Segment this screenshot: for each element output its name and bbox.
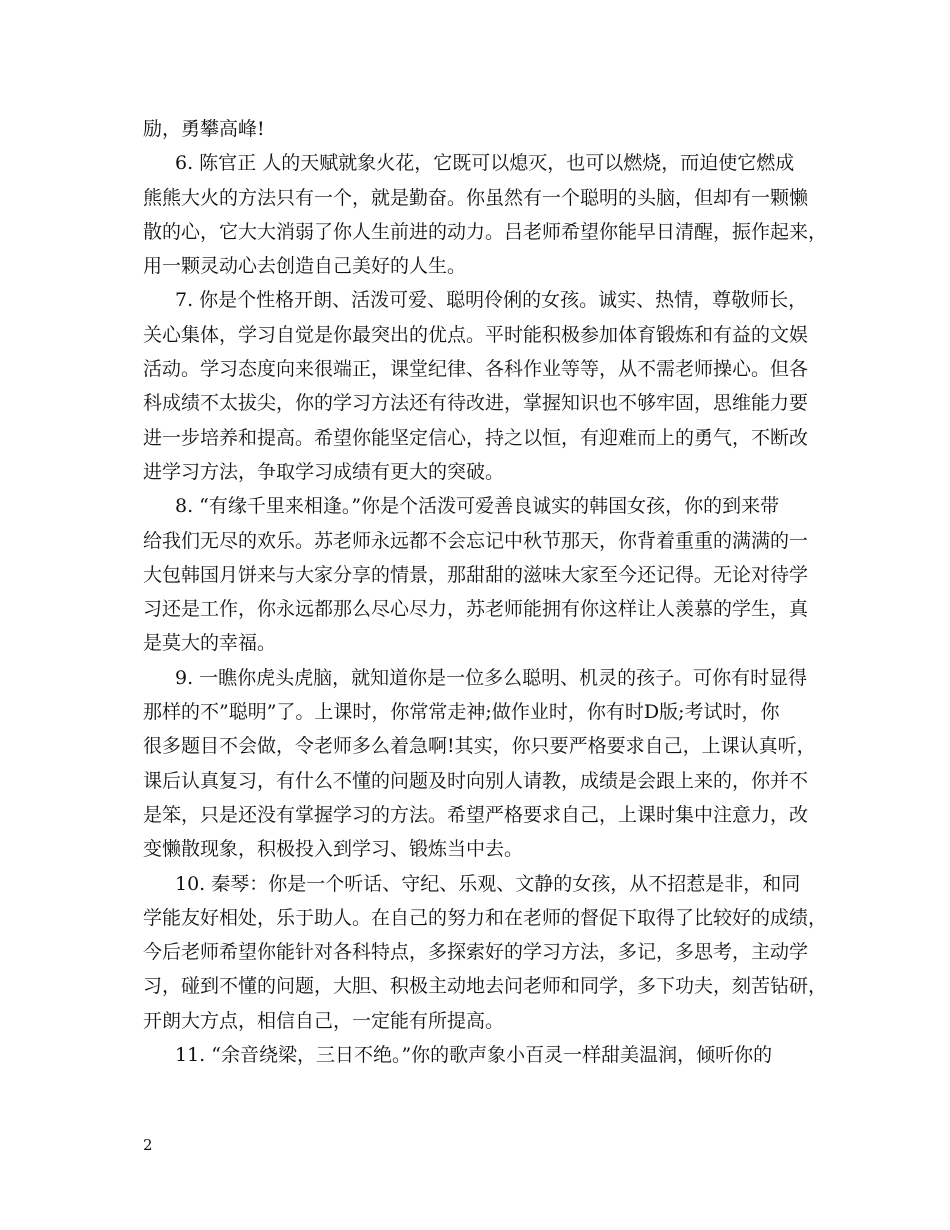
text-line: 大包韩国月饼来与大家分享的情景，那甜甜的滋味大家至今还记得。无论对待学 [143, 563, 809, 586]
page-number: 2 [143, 1136, 153, 1154]
text-line: 是莫大的幸福。 [143, 632, 277, 655]
text-line: 学能友好相处，乐于助人。在自己的努力和在老师的督促下取得了比较好的成绩， [143, 906, 828, 929]
text-line: 开朗大方点，相信自己，一定能有所提高。 [143, 1009, 505, 1032]
text-line: 熊熊大火的方法只有一个，就是勤奋。你虽然有一个聪明的头脑，但却有一颗懒 [143, 186, 809, 209]
text-line: 习还是工作，你永远都那么尽心尽力，苏老师能拥有你这样让人羡慕的学生，真 [143, 598, 809, 621]
text-line: 关心集体，学习自觉是你最突出的优点。平时能积极参加体育锻炼和有益的文娱 [143, 323, 809, 346]
paragraph [143, 146, 828, 283]
text-line: 给我们无尽的欢乐。苏老师永远都不会忘记中秋节那天，你背着重重的满满的一 [143, 529, 809, 552]
text-line: 活动。学习态度向来很端正，课堂纪律、各科作业等等，从不需老师操心。但各 [143, 358, 809, 381]
paragraph [143, 867, 828, 1038]
text-line: 6. 陈官正 人的天赋就象火花，它既可以熄灭，也可以燃烧，而迫使它燃成 [175, 152, 795, 175]
text-line: 今后老师希望你能针对各科特点，多探索好的学习方法，多记，多思考，主动学 [143, 941, 809, 964]
text-line: 科成绩不太拔尖，你的学习方法还有待改进，掌握知识也不够牢固，思维能力要 [143, 392, 809, 415]
text-line: 8. “有缘千里来相逢。”你是个活泼可爱善良诚实的韩国女孩，你的到来带 [175, 495, 780, 518]
text-line: 那样的不”聪明”了。上课时，你常常走神;做作业时，你有时D版;考试时，你 [143, 701, 780, 724]
text-line: 11. “余音绕梁，三日不绝。”你的歌声象小百灵一样甜美温润，倾听你的 [175, 1044, 773, 1067]
text-line: 7. 你是个性格开朗、活泼可爱、聪明伶俐的女孩。诚实、热情，尊敬师长， [175, 289, 808, 312]
text-line: 进一步培养和提高。希望你能坚定信心，持之以恒，有迎难而上的勇气，不断改 [143, 426, 809, 449]
text-line: 变懒散现象，积极投入到学习、锻炼当中去。 [143, 838, 524, 861]
text-line: 是笨，只是还没有掌握学习的方法。希望严格要求自己，上课时集中注意力，改 [143, 803, 809, 826]
paragraph [143, 489, 823, 660]
text-line: 10. 秦琴：你是一个听话、守纪、乐观、文静的女孩，从不招惹是非，和同 [175, 872, 801, 895]
body-text [143, 112, 828, 1072]
text-line: 励，勇攀高峰! [143, 118, 265, 140]
text-line: 课后认真复习，有什么不懂的问题及时向别人请教，成绩是会跟上来的，你并不 [143, 769, 809, 792]
text-line: 散的心，它大大消弱了你人生前进的动力。吕老师希望你能早日清醒，振作起来， [143, 220, 828, 243]
paragraph [143, 661, 823, 867]
paragraph [143, 1038, 823, 1072]
text-line: 很多题目不会做，令老师多么着急啊!其实，你只要严格要求自己，上课认真听， [143, 735, 816, 758]
text-line: 进学习方法，争取学习成绩有更大的突破。 [143, 460, 505, 483]
text-line: 习，碰到不懂的问题，大胆、积极主动地去问老师和同学，多下功夫，刻苦钻研， [143, 975, 828, 998]
paragraph [143, 112, 823, 146]
text-line: 用一颗灵动心去创造自己美好的人生。 [143, 255, 467, 278]
paragraph [143, 283, 823, 489]
text-line: 9. 一瞧你虎头虎脑，就知道你是一位多么聪明、机灵的孩子。可你有时显得 [175, 666, 808, 689]
